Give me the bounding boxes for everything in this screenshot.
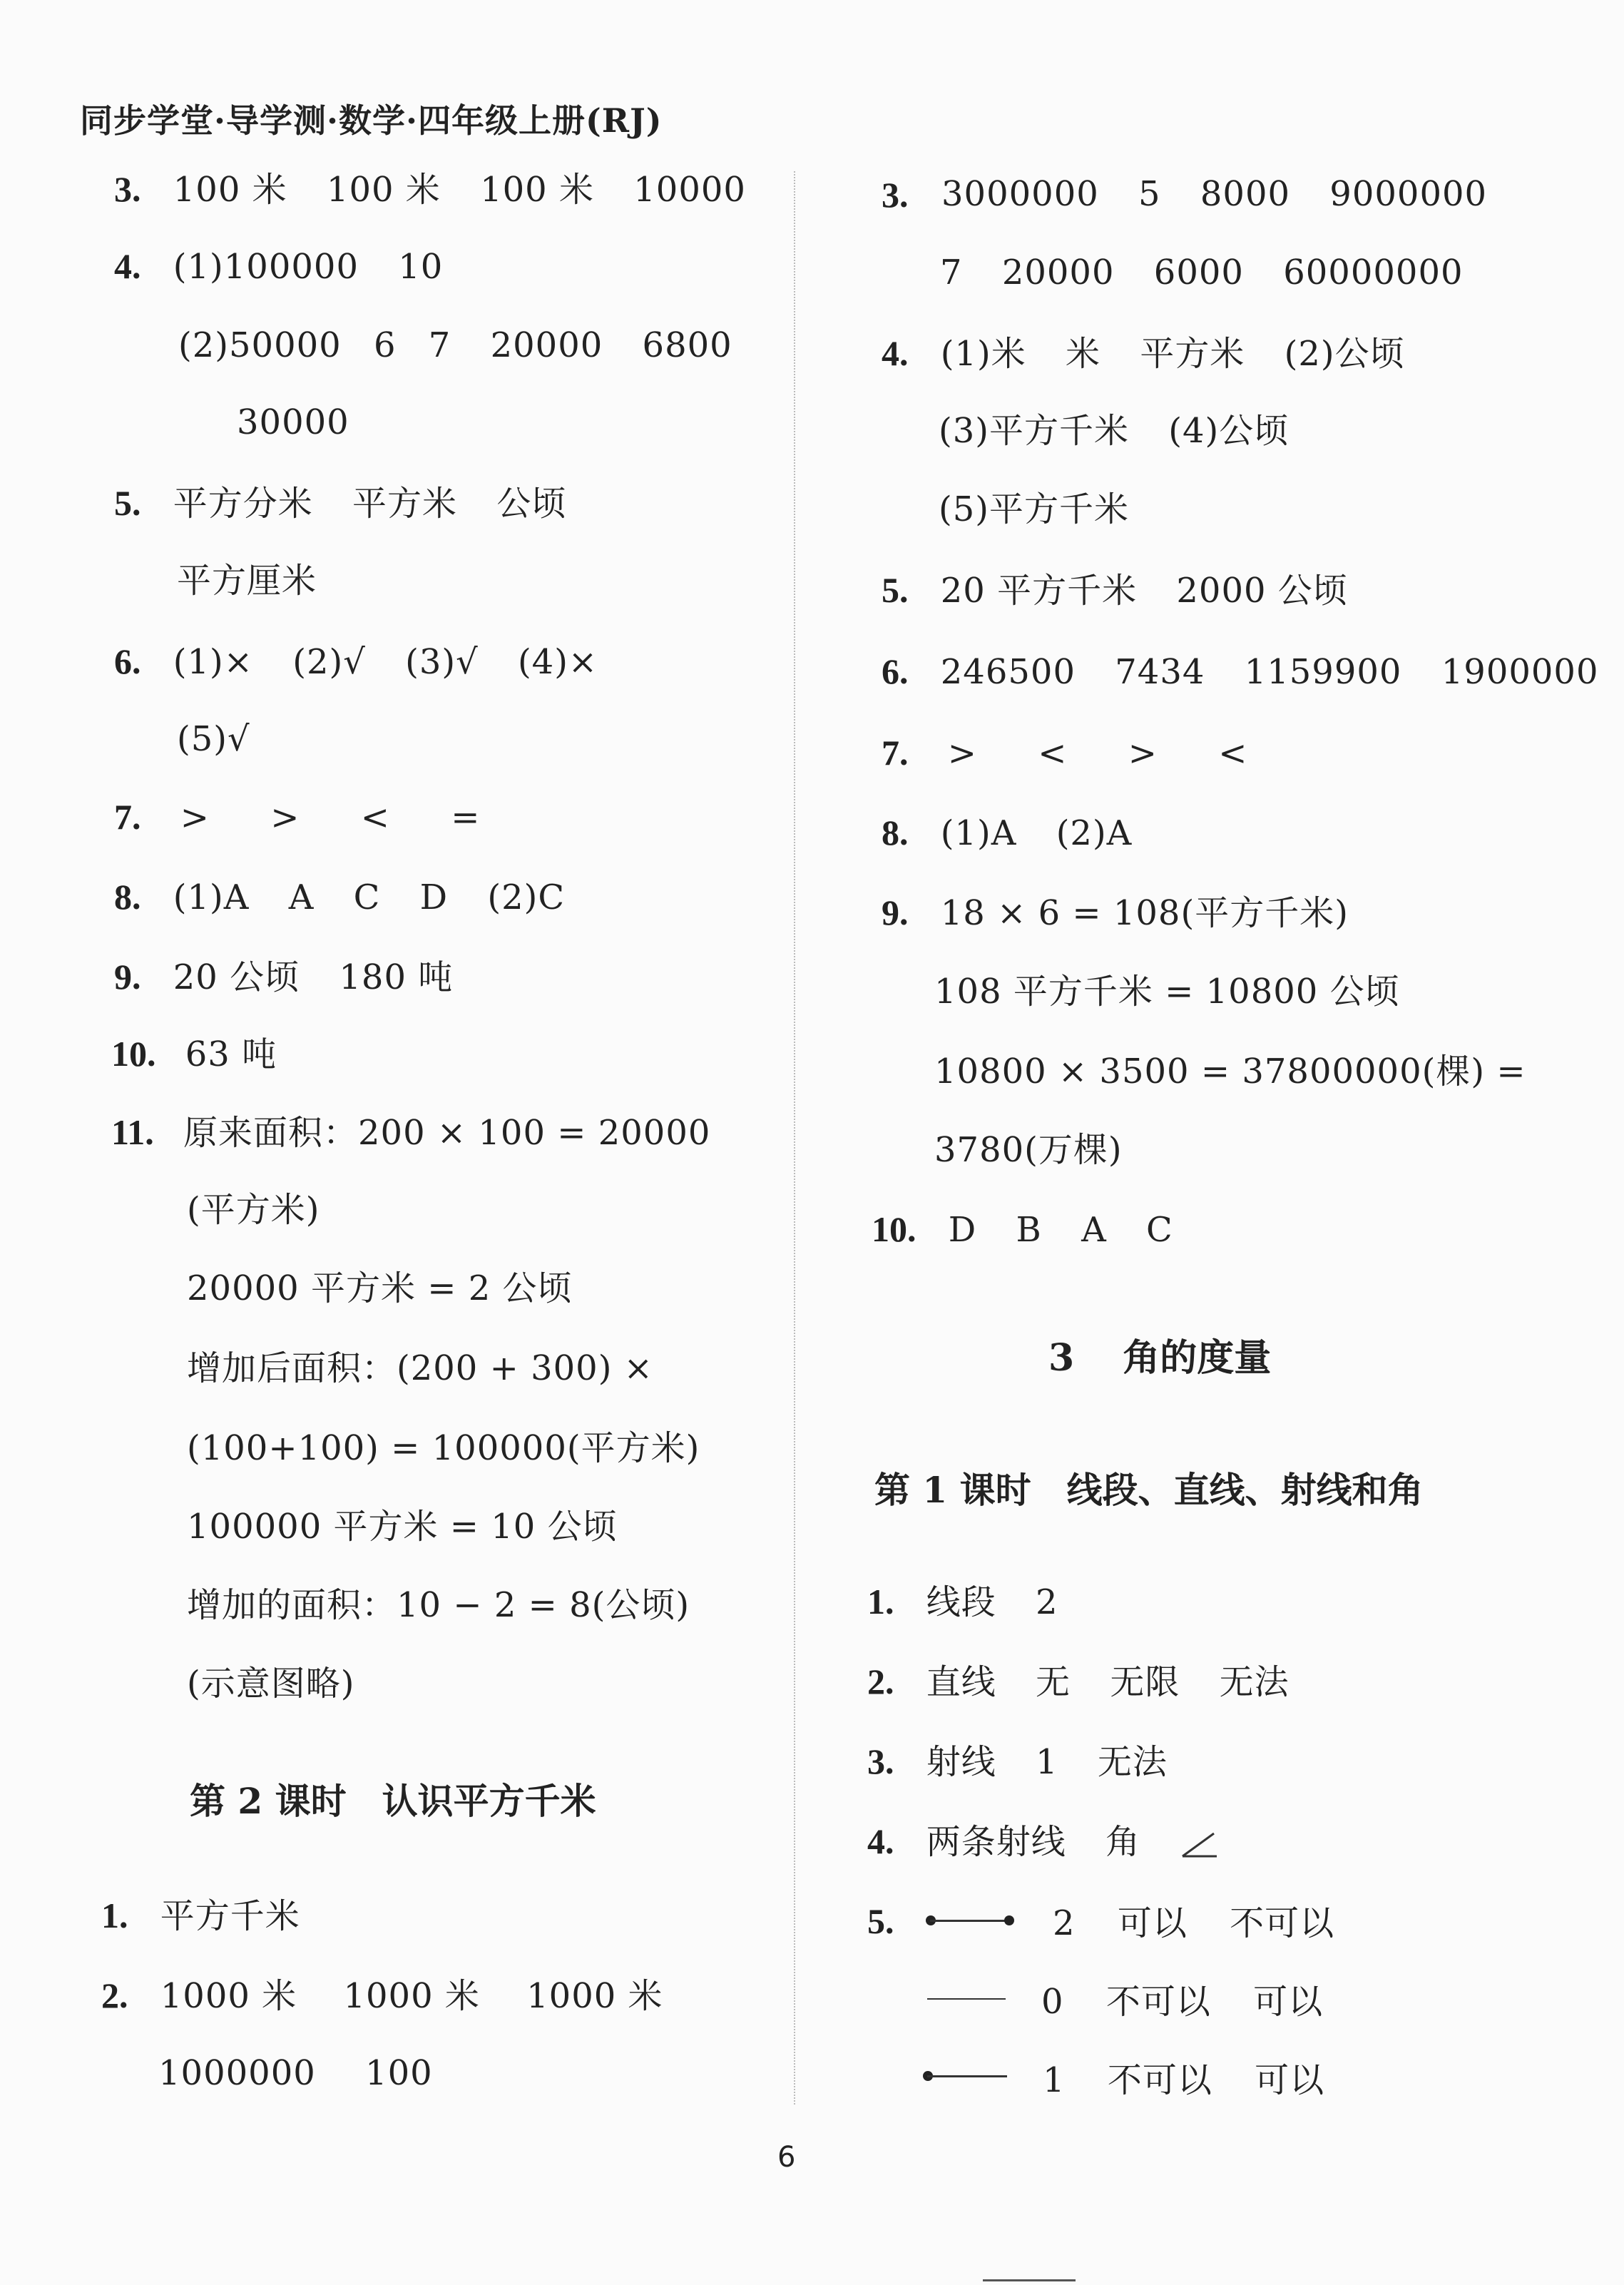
- answer: >: [180, 798, 210, 838]
- answer: 10000: [633, 170, 746, 210]
- left-q9: [114, 957, 454, 997]
- left-q4-line1: [114, 246, 444, 287]
- answer: (3)平方千米: [939, 411, 1129, 451]
- section-number: 3: [1048, 1336, 1075, 1380]
- answer-line: 108 平方千米 = 10800 公顷: [934, 972, 1400, 1012]
- lesson-2-title: 第 2 课时 认识平方千米: [190, 1780, 596, 1822]
- answer: 可以: [1253, 1982, 1324, 2022]
- answer: 180 吨: [339, 957, 454, 997]
- answer: 平方千米: [160, 1896, 300, 1936]
- page-number: 6: [777, 2141, 796, 2174]
- answer: (1)100000: [173, 247, 359, 287]
- answer: 线段: [926, 1582, 996, 1622]
- left-q7: [114, 797, 481, 838]
- answer: 5: [1138, 174, 1161, 214]
- right-q4-line1: [882, 333, 1405, 374]
- answer: 8000: [1200, 174, 1291, 214]
- question-number: 1.: [101, 1895, 128, 1935]
- question-number: 5.: [882, 570, 909, 610]
- question-number: 9.: [114, 957, 141, 997]
- answer: 1159900: [1244, 652, 1402, 692]
- right-q4-line3: (5)平方千米: [939, 489, 1129, 529]
- answer: 1: [1043, 2060, 1066, 2100]
- answer: (1)×: [173, 642, 253, 682]
- answer: (1)A: [940, 813, 1017, 853]
- answer: 不可以: [1230, 1903, 1335, 1943]
- question-number: 10.: [872, 1209, 916, 1249]
- question-number: 4.: [882, 333, 909, 373]
- right-q7: [882, 733, 1248, 773]
- answer-line: (100+100) = 100000(平方米): [187, 1428, 700, 1468]
- answer: 10: [398, 247, 444, 287]
- answer: >: [1128, 733, 1158, 773]
- answer: 平方米: [352, 484, 458, 524]
- answer: 1: [1036, 1742, 1058, 1782]
- lesson2-q2-line2: [158, 2053, 433, 2093]
- answer: 100 米: [326, 170, 441, 210]
- lesson2-q1: [101, 1895, 300, 1936]
- lesson1-q5-row3: [1043, 2060, 1325, 2100]
- question-number: 3.: [114, 169, 141, 209]
- right-q5: [882, 570, 1348, 611]
- answer-line: (示意图略): [187, 1664, 355, 1704]
- answer: 无: [1036, 1662, 1071, 1702]
- question-number: 2.: [867, 1661, 894, 1701]
- question-number: 5.: [114, 483, 141, 523]
- answer: 6800: [642, 325, 732, 365]
- answer-line: 增加的面积：10 − 2 = 8(公顷): [187, 1585, 690, 1625]
- answer: <: [1038, 733, 1068, 773]
- question-number: 7.: [114, 797, 141, 837]
- answer: <: [360, 798, 390, 838]
- answer: D: [948, 1210, 977, 1250]
- right-q3-line1: [882, 177, 909, 213]
- answer: 平方米: [1140, 334, 1245, 374]
- answer: (2)50000: [178, 325, 342, 365]
- answer: 米: [1066, 334, 1101, 374]
- question-number: 6.: [882, 651, 909, 691]
- answer: 20000: [490, 325, 603, 365]
- answer-line: 100000 平方米 = 10 公顷: [187, 1507, 618, 1547]
- right-q8: [882, 813, 1133, 853]
- answer: >: [270, 798, 300, 838]
- answer: 不可以: [1105, 1982, 1211, 2022]
- question-number: 4.: [867, 1821, 894, 1861]
- question-number: 2.: [101, 1975, 128, 2015]
- answer: (2)√: [292, 642, 366, 682]
- answer-line: 10800 × 3500 = 37800000(棵) =: [934, 1052, 1526, 1091]
- answer: 射线: [926, 1742, 996, 1782]
- answer: 两条射线: [926, 1822, 1066, 1862]
- right-q6: [882, 651, 1599, 692]
- answer: A: [1081, 1210, 1107, 1250]
- answer: (1)A: [173, 877, 250, 917]
- answer: (2)A: [1056, 813, 1133, 853]
- answer: 1000 米: [343, 1976, 480, 2016]
- answer: 1000 米: [160, 1976, 297, 2016]
- left-q5-line2: 平方厘米: [177, 561, 317, 601]
- answer: 无限: [1110, 1662, 1180, 1702]
- column-divider: [794, 171, 795, 2105]
- answer: 2: [1036, 1582, 1058, 1622]
- answer-line: 3780(万棵): [934, 1130, 1123, 1170]
- question-number: 8.: [882, 813, 909, 853]
- lesson1-q3: [867, 1741, 1168, 1782]
- answer: D: [419, 877, 449, 917]
- right-q4-line2: [939, 411, 1290, 451]
- answer: 1000000: [158, 2053, 316, 2093]
- answer: (3)√: [405, 642, 479, 682]
- answer: 1900000: [1441, 652, 1599, 692]
- left-q4-line2: [178, 325, 732, 365]
- answer: 100 米: [480, 170, 594, 210]
- left-q8: [114, 879, 565, 915]
- straight-line-icon: [927, 1998, 1006, 2000]
- left-q6-line2: (5)√: [177, 719, 250, 759]
- answer: (4)×: [517, 642, 598, 682]
- question-number: 9.: [882, 892, 909, 932]
- answer: (4)公顷: [1168, 411, 1290, 451]
- left-q4-line3: 30000: [237, 402, 349, 442]
- answer: 9000000: [1329, 174, 1488, 214]
- segment-endpoint-icon: [1004, 1915, 1014, 1925]
- right-q3-row1: [941, 174, 1488, 214]
- answer: (1)米: [940, 334, 1026, 374]
- answer: 可以: [1255, 2060, 1325, 2100]
- lesson1-q5-row1: [1053, 1903, 1335, 1943]
- question-number: 7.: [882, 733, 909, 773]
- answer: 不可以: [1107, 2060, 1212, 2100]
- answer: 246500: [940, 652, 1076, 692]
- question-number: 6.: [114, 641, 141, 681]
- answer: 20 平方千米: [940, 571, 1138, 611]
- answer: 无法: [1219, 1662, 1290, 1702]
- answer-line: 增加后面积：(200 + 300) ×: [187, 1348, 653, 1388]
- answer: (2)C: [487, 877, 566, 917]
- answer: 3000000: [941, 174, 1099, 214]
- right-q10: [872, 1209, 1173, 1250]
- lesson1-q5-row2: [1041, 1982, 1324, 2022]
- answer: B: [1016, 1210, 1042, 1250]
- question-number: 10.: [111, 1034, 156, 1074]
- question-number: 11.: [111, 1112, 154, 1152]
- question-number: 4.: [114, 246, 141, 286]
- left-q3: [114, 169, 746, 210]
- left-q10: [111, 1036, 277, 1072]
- answer: 6000: [1153, 253, 1244, 292]
- answer: 100: [365, 2053, 433, 2093]
- answer: 2: [1053, 1903, 1076, 1943]
- answer: 7: [940, 253, 963, 292]
- question-number: 5.: [867, 1901, 894, 1941]
- answer: 20 公顷: [173, 957, 300, 997]
- answer: 1000 米: [526, 1976, 663, 2016]
- answer: 6: [373, 325, 397, 365]
- answer-line: 20000 平方米 = 2 公顷: [187, 1268, 573, 1308]
- section-name: 角的度量: [1123, 1336, 1272, 1380]
- question-number: 3.: [882, 175, 909, 215]
- section-3-title: [1048, 1336, 1272, 1380]
- left-q6-line1: [114, 641, 598, 682]
- answer: <: [1218, 733, 1248, 773]
- left-q11-line1: [111, 1112, 711, 1153]
- answer: 无法: [1097, 1742, 1168, 1782]
- answer: 100 米: [173, 170, 287, 210]
- question-number: 1.: [867, 1582, 894, 1622]
- lesson1-q2: [867, 1661, 1290, 1702]
- question-number: 8.: [114, 877, 141, 917]
- lesson1-q1: [867, 1582, 1058, 1622]
- question-number: 3.: [867, 1741, 894, 1781]
- answer: C: [353, 877, 381, 917]
- right-q9-line1: [882, 892, 1349, 933]
- answer-line: 原来面积：200 × 100 = 20000: [183, 1113, 711, 1153]
- answer: 60000000: [1283, 253, 1464, 292]
- answer: >: [947, 733, 977, 773]
- right-q3-row2: [940, 255, 1464, 290]
- ray-icon: [927, 2075, 1007, 2077]
- answer: A: [288, 877, 315, 917]
- answer: 角: [1105, 1822, 1141, 1862]
- lesson1-q4: [867, 1821, 1220, 1862]
- bottom-rule: [983, 2279, 1076, 2281]
- line-segment-icon: [930, 1920, 1008, 1922]
- answer: 平方分米: [173, 484, 313, 524]
- answer-line: 18 × 6 = 108(平方千米): [940, 893, 1349, 933]
- lesson2-q2-line1: [101, 1975, 663, 2016]
- answer: (2)公顷: [1284, 334, 1405, 374]
- answer: 7: [428, 325, 451, 365]
- answer: 公顷: [496, 484, 567, 524]
- answer: C: [1146, 1210, 1173, 1250]
- page-header-title: 同步学堂·导学测·数学·四年级上册(RJ): [80, 101, 663, 140]
- answer: 可以: [1117, 1903, 1188, 1943]
- answer: 2000 公顷: [1176, 571, 1348, 611]
- answer: 20000: [1001, 253, 1115, 292]
- angle-symbol-icon: [1180, 1831, 1220, 1859]
- answer: 直线: [926, 1662, 996, 1702]
- answer: =: [451, 798, 481, 838]
- answer: 7434: [1115, 652, 1205, 692]
- lesson-1-title: 第 1 课时 线段、直线、射线和角: [874, 1469, 1424, 1511]
- answer: 63 吨: [185, 1034, 277, 1074]
- answer: 0: [1041, 1982, 1064, 2022]
- answer-line: (平方米): [187, 1190, 320, 1230]
- left-q5-line1: [114, 483, 567, 524]
